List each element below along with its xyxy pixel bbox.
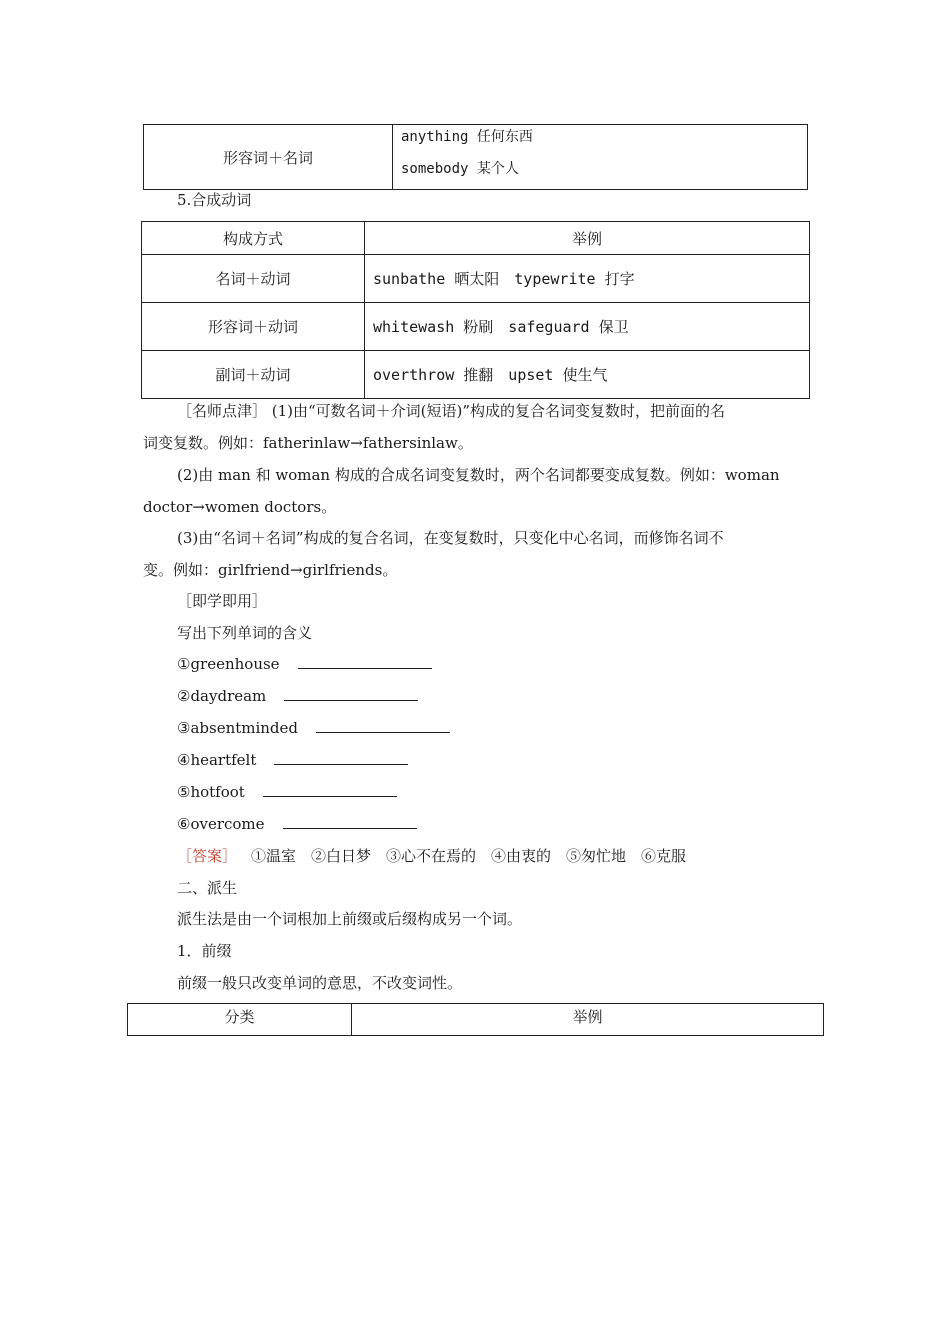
example-line: somebody 某个人 (401, 161, 519, 177)
table-cell-type: 副词＋动词 (142, 351, 365, 399)
section-title-compound-verbs: 5.合成动词 (177, 191, 252, 209)
practice-heading: ［即学即用］ (177, 592, 268, 610)
table-cell-example: whitewash 粉刷 safeguard 保卫 (365, 303, 810, 351)
table-row (144, 125, 808, 190)
practice-word: ⑥overcome (177, 815, 265, 833)
derivation-intro: 派生法是由一个词根加上前缀或后缀构成另一个词。 (177, 910, 523, 928)
practice-word: ⑤hotfoot (177, 783, 245, 801)
table-compound-verbs (141, 221, 810, 399)
practice-item (177, 686, 418, 705)
practice-word: ②daydream (177, 687, 267, 705)
answer-blank (283, 814, 417, 829)
note-paragraph-1: ［名师点津］ (1)由“可数名词＋介词(短语)”构成的复合名词变复数时，把前面的名 (177, 402, 726, 420)
practice-item (177, 718, 450, 737)
section-title-derivation: 二、派生 (177, 879, 238, 897)
table-prefixes (127, 1003, 824, 1036)
practice-word: ④heartfelt (177, 751, 257, 769)
example-line: anything 任何东西 (401, 129, 533, 145)
table-header-cell: 分类 (128, 1004, 352, 1036)
table-row (142, 351, 810, 399)
note-paragraph-2: (2)由 man 和 woman 构成的合成名词变复数时，两个名词都要变成复数。例如：woman (177, 466, 780, 484)
note-paragraph-1-cont: 词变复数。例如：fatherinlaw→fathersinlaw。 (143, 434, 473, 452)
practice-instruction: 写出下列单词的含义 (177, 624, 313, 642)
table-header-row (128, 1004, 824, 1036)
table-cell-example: sunbathe 晒太阳 typewrite 打字 (365, 255, 810, 303)
table-row (142, 255, 810, 303)
answer-blank (274, 750, 408, 765)
practice-item (177, 814, 417, 833)
answer-blank (263, 782, 397, 797)
note-paragraph-2-cont: doctor→women doctors。 (143, 498, 337, 516)
answer-text: ①温室 ②白日梦 ③心不在焉的 ④由衷的 ⑤匆忙地 ⑥克服 (251, 847, 687, 865)
table-cell-type: 名词＋动词 (142, 255, 365, 303)
table-header-cell: 举例 (352, 1004, 824, 1036)
answer-blank (284, 686, 418, 701)
subsection-title-prefix: 1．前缀 (177, 942, 232, 960)
table-cell-type: 形容词＋动词 (142, 303, 365, 351)
table-compound-nouns-continued (143, 124, 808, 190)
answer-line (177, 845, 686, 866)
practice-item (177, 750, 408, 769)
practice-word: ③absentminded (177, 719, 299, 737)
practice-word: ①greenhouse (177, 655, 280, 673)
answer-blank (316, 718, 450, 733)
practice-item (177, 654, 432, 673)
table-cell-examples (393, 125, 808, 190)
answer-blank (298, 654, 432, 669)
prefix-description: 前缀一般只改变单词的意思，不改变词性。 (177, 974, 463, 992)
note-paragraph-3: (3)由“名词＋名词”构成的复合名词，在变复数时，只变化中心名词，而修饰名词不 (177, 529, 724, 547)
answer-label: ［答案］ (177, 847, 238, 865)
table-header-row (142, 222, 810, 255)
table-cell-example: overthrow 推翻 upset 使生气 (365, 351, 810, 399)
table-header-cell: 构成方式 (142, 222, 365, 255)
practice-item (177, 782, 397, 801)
table-cell-type: 形容词＋名词 (144, 125, 393, 190)
note-paragraph-3-cont: 变。例如：girlfriend→girlfriends。 (143, 561, 398, 579)
table-header-cell: 举例 (365, 222, 810, 255)
table-row (142, 303, 810, 351)
